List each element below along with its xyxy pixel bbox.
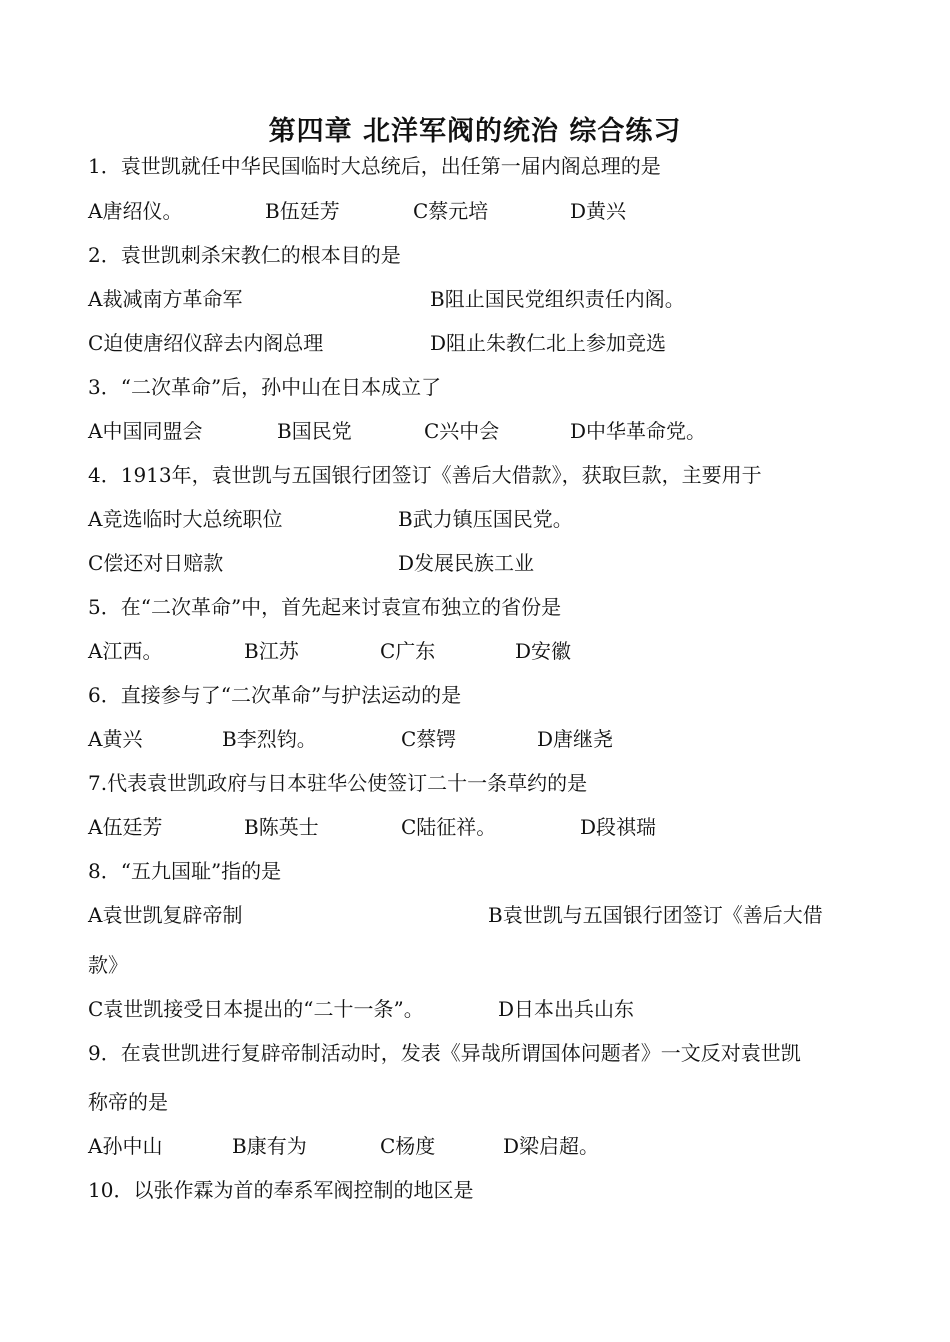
q8-option-d: D日本出兵山东: [498, 997, 635, 1021]
q8-option-a: A袁世凯复辟帝制: [88, 903, 243, 927]
q2-option-c: C迫使唐绍仪辞去内阁总理: [88, 331, 324, 355]
q1-option-d: D黄兴: [570, 199, 627, 223]
q9-option-d: D梁启超。: [503, 1134, 600, 1158]
q2-option-d: D阻止朱教仁北上参加竞选: [430, 331, 667, 355]
question-1: 1．袁世凯就任中华民国临时大总统后，出任第一届内阁总理的是: [88, 154, 661, 178]
question-10: 10．以张作霖为首的奉系军阀控制的地区是: [88, 1178, 474, 1202]
q4-option-b: B武力镇压国民党。: [398, 507, 573, 531]
q3-option-a: A中国同盟会: [88, 419, 203, 443]
question-8: 8．“五九国耻”指的是: [88, 859, 282, 883]
q7-option-d: D段祺瑞: [580, 815, 657, 839]
q5-option-a: A江西。: [88, 639, 163, 663]
page-title: 第四章 北洋军阀的统治 综合练习: [268, 116, 682, 147]
q4-option-a: A竞选临时大总统职位: [88, 507, 283, 531]
question-3: 3．“二次革命”后，孙中山在日本成立了: [88, 375, 442, 399]
q6-option-d: D唐继尧: [537, 727, 614, 751]
q1-option-b: B伍廷芳: [265, 199, 340, 223]
question-5: 5．在“二次革命”中，首先起来讨袁宣布独立的省份是: [88, 595, 562, 619]
q8-option-b: B袁世凯与五国银行团签订《善后大借: [488, 903, 823, 927]
q5-option-c: C广东: [380, 639, 436, 663]
q1-option-a: A唐绍仪。: [88, 199, 183, 223]
q8-option-c: C袁世凯接受日本提出的“二十一条”。: [88, 997, 424, 1021]
q2-option-a: A裁减南方革命军: [88, 287, 243, 311]
q5-option-d: D安徽: [515, 639, 572, 663]
q7-option-a: A伍廷芳: [88, 815, 163, 839]
question-7: 7.代表袁世凯政府与日本驻华公使签订二十一条草约的是: [88, 771, 588, 795]
q2-option-b: B阻止国民党组织责任内阁。: [430, 287, 685, 311]
q9-option-b: B康有为: [232, 1134, 307, 1158]
question-9: 9．在袁世凯进行复辟帝制活动时，发表《异哉所谓国体问题者》一文反对袁世凯: [88, 1041, 801, 1065]
q9-option-c: C杨度: [380, 1134, 436, 1158]
q3-option-b: B国民党: [277, 419, 352, 443]
question-4: 4．1913年，袁世凯与五国银行团签订《善后大借款》，获取巨款，主要用于: [88, 463, 762, 487]
question-9-continued: 称帝的是: [88, 1090, 168, 1114]
q3-option-c: C兴中会: [424, 419, 500, 443]
q6-option-c: C蔡锷: [401, 727, 457, 751]
q6-option-a: A黄兴: [88, 727, 143, 751]
question-2: 2．袁世凯刺杀宋教仁的根本目的是: [88, 243, 401, 267]
q7-option-c: C陆征祥。: [401, 815, 497, 839]
q5-option-b: B江苏: [244, 639, 299, 663]
question-6: 6．直接参与了“二次革命”与护法运动的是: [88, 683, 462, 707]
q4-option-c: C偿还对日赔款: [88, 551, 224, 575]
q9-option-a: A孙中山: [88, 1134, 163, 1158]
q3-option-d: D中华革命党。: [570, 419, 707, 443]
q4-option-d: D发展民族工业: [398, 551, 535, 575]
q7-option-b: B陈英士: [244, 815, 319, 839]
q6-option-b: B李烈钧。: [222, 727, 317, 751]
q1-option-c: C蔡元培: [413, 199, 489, 223]
q8-option-b-continued: 款》: [88, 953, 128, 977]
